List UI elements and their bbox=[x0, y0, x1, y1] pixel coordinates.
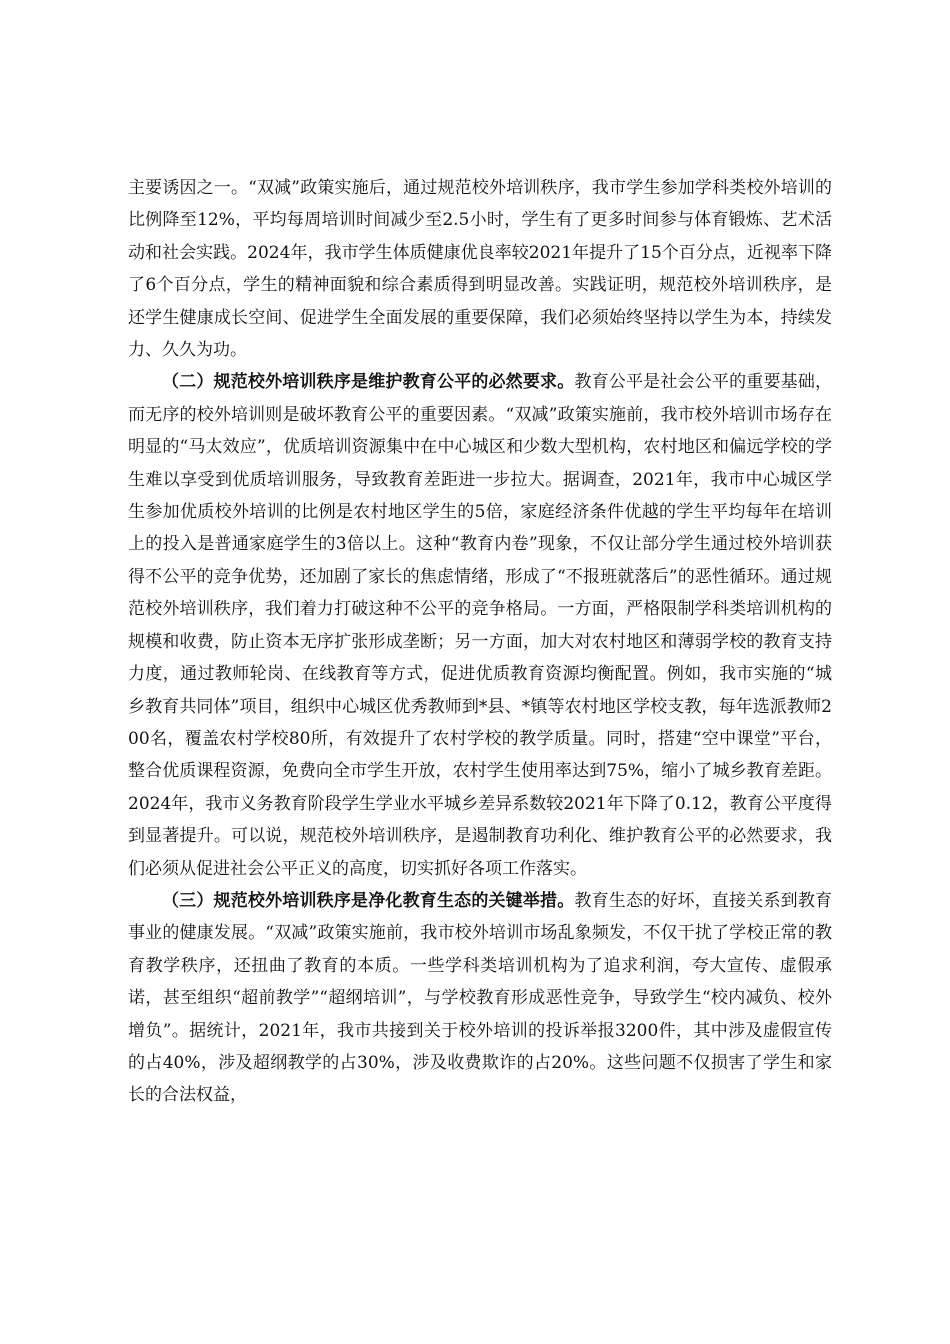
section-heading-3: （三）规范校外培训秩序是净化教育生态的关键举措。 bbox=[162, 890, 575, 911]
document-page bbox=[128, 172, 832, 1112]
paragraph-1 bbox=[128, 172, 832, 366]
paragraph-3 bbox=[128, 885, 832, 1112]
paragraph-2 bbox=[128, 366, 832, 885]
section-heading-2: （二）规范校外培训秩序是维护教育公平的必然要求。 bbox=[162, 372, 575, 393]
paragraph-1-text: 主要诱因之一。“双减”政策实施后，通过规范校外培训秩序，我市学生参加学科类校外培训的比例降至12%，平均每周培训时间减少至2.5小时，学生有了更多时间参与体育锻炼、艺术活动和社会实践。2024年，我市学生体质健康优良率较2021年提升了15个百分点，近视率下降了6个百分点，学生的精神面貌和综合素质得到明显改善。实践证明，规范校外培训秩序，是还学生健康成长空间、促进学生全面发展的重要保障，我们必须始终坚持以学生为本，持续发力、久久为功。 bbox=[128, 178, 832, 361]
paragraph-2-text: 教育公平是社会公平的重要基础，而无序的校外培训则是破坏教育公平的重要因素。“双减”政策实施前，我市校外培训市场存在明显的“马太效应”，优质培训资源集中在中心城区和少数大型机构，农村地区和偏远学校的学生难以享受到优质培训服务，导致教育差距进一步拉大。据调查，2021年，我市中心城区学生参加优质校外培训的比例是农村地区学生的5倍，家庭经济条件优越的学生平均每年在培训上的投入是普通家庭学生的3倍以上。这种“教育内卷”现象，不仅让部分学生通过校外培训获得不公平的竞争优势，还加剧了家长的焦虑情绪，形成了“不报班就落后”的恶性循环。通过规范校外培训秩序，我们着力打破这种不公平的竞争格局。一方面，严格限制学科类培训机构的规模和收费，防止资本无序扩张形成垄断；另一方面，加大对农村地区和薄弱学校的教育支持力度，通过教师轮岗、在线教育等方式，促进优质教育资源均衡配置。例如，我市实施的“城乡教育共同体”项目，组织中心城区优秀教师到*县、*镇等农村地区学校支教，每年选派教师200名，覆盖农村学校80所，有效提升了农村学校的教学质量。同时，搭建“空中课堂”平台，整合优质课程资源，免费向全市学生开放，农村学生使用率达到75%，缩小了城乡教育差距。2024年，我市义务教育阶段学生学业水平城乡差异系数较2021年下降了0.12，教育公平度得到显著提升。可以说，规范校外培训秩序，是遏制教育功利化、维护教育公平的必然要求，我们必须从促进社会公平正义的高度，切实抓好各项工作落实。 bbox=[128, 372, 833, 879]
paragraph-3-text: 教育生态的好坏，直接关系到教育事业的健康发展。“双减”政策实施前，我市校外培训市场乱象频发，不仅干扰了学校正常的教育教学秩序，还扭曲了教育的本质。一些学科类培训机构为了追求利润，夸大宣传、虚假承诺，甚至组织“超前教学”“超纲培训”，与学校教育形成恶性竞争，导致学生“校内减负、校外增负”。据统计，2021年，我市共接到关于校外培训的投诉举报3200件，其中涉及虚假宣传的占40%，涉及超纲教学的占30%，涉及收费欺诈的占20%。这些问题不仅损害了学生和家长的合法权益， bbox=[128, 890, 833, 1106]
